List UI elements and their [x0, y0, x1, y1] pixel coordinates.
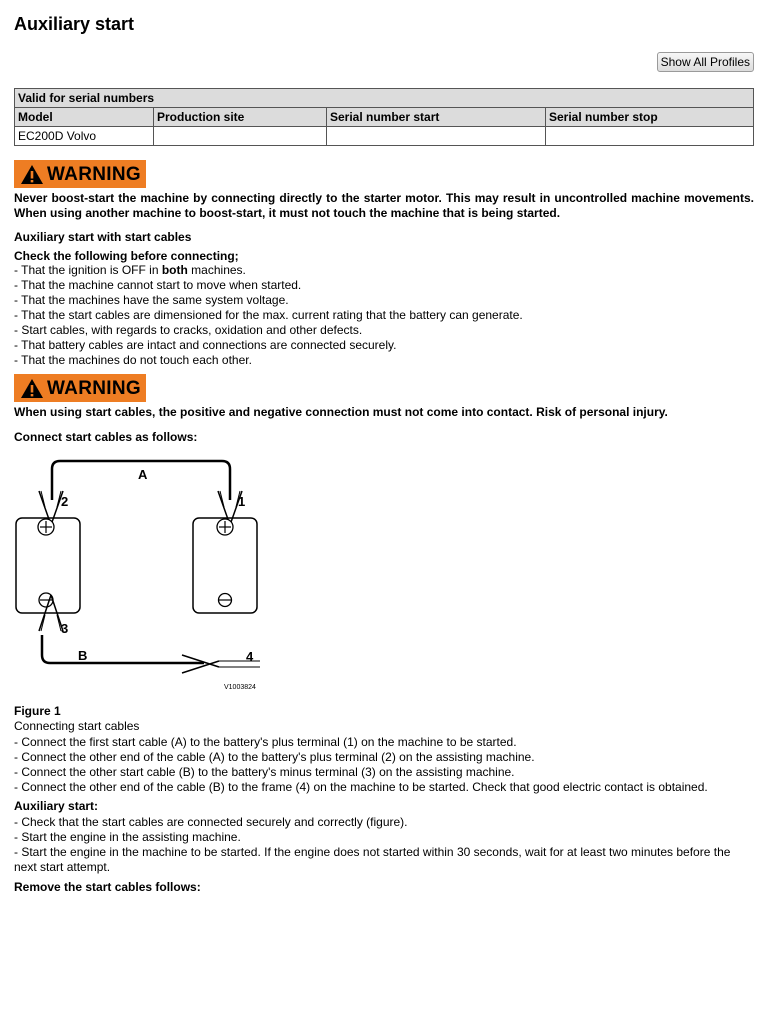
- warning-text-1: Never boost-start the machine by connecting directly to the starter motor. This may result in uncontrolled machine movements. When using another machine to boost-start, it must not touch the machine that is being started.: [14, 191, 754, 220]
- aux-start-steps: [14, 815, 754, 875]
- label-1: 1: [238, 494, 246, 509]
- warning-label: WARNING: [47, 377, 141, 399]
- list-item: - That the machine cannot start to move when started.: [14, 278, 302, 292]
- list-item: - That battery cables are intact and connections are connected securely.: [14, 338, 397, 352]
- list-item: - Connect the other start cable (B) to the battery's minus terminal (3) on the assisting machine.: [14, 765, 515, 779]
- list-item: - That the machines have the same system voltage.: [14, 293, 289, 307]
- list-item: - Connect the other end of the cable (B) to the frame (4) on the machine to be started. Check that good electric contact is obtained.: [14, 780, 708, 794]
- warning-text-2: When using start cables, the positive and negative connection must not come into contact. Risk of personal injury.: [14, 405, 668, 419]
- list-item: - That the ignition is OFF in both machines.: [14, 263, 246, 277]
- page-title: Auxiliary start: [14, 14, 135, 34]
- figure-caption-text: Connecting start cables: [14, 719, 140, 733]
- check-list: [14, 263, 754, 368]
- list-item: - Connect the other end of the cable (A) to the battery's plus terminal (2) on the assisting machine.: [14, 750, 535, 764]
- warning-triangle-icon: [20, 164, 44, 185]
- cable-b: [42, 635, 204, 663]
- table-cell: [154, 127, 327, 146]
- warning-label: WARNING: [47, 163, 141, 185]
- label-2: 2: [61, 494, 69, 509]
- list-item: - Start cables, with regards to cracks, oxidation and other defects.: [14, 323, 363, 337]
- connect-steps: [14, 735, 754, 795]
- connection-diagram: [14, 455, 274, 695]
- column-header-production-site: Production site: [154, 108, 327, 127]
- list-item: - Start the engine in the assisting machine.: [14, 830, 241, 844]
- label-4: 4: [246, 649, 254, 664]
- clamp-3: [39, 593, 63, 631]
- connect-title: Connect start cables as follows:: [14, 430, 198, 444]
- list-item: - Check that the start cables are connected securely and correctly (figure).: [14, 815, 408, 829]
- table-row: [15, 127, 754, 146]
- aux-start-title: Auxiliary start:: [14, 799, 99, 813]
- table-cell: [327, 127, 546, 146]
- check-title: Check the following before connecting;: [14, 249, 239, 263]
- remove-title: Remove the start cables follows:: [14, 880, 201, 894]
- figure-caption-title: Figure 1: [14, 704, 61, 718]
- list-item: - Start the engine in the machine to be started. If the engine does not started within 30 seconds, wait for at least two minutes before the next start attempt.: [14, 845, 731, 874]
- warning-badge-2: [14, 374, 754, 403]
- serial-table-caption: Valid for serial numbers: [15, 89, 754, 108]
- table-cell: [546, 127, 754, 146]
- clamp-2: [38, 491, 63, 535]
- warning-triangle-icon: [20, 378, 44, 399]
- list-item: - That the start cables are dimensioned for the max. current rating that the battery can generate.: [14, 308, 523, 322]
- serial-table: [14, 88, 754, 146]
- table-cell: EC200D Volvo: [15, 127, 154, 146]
- column-header-serial-start: Serial number start: [327, 108, 546, 127]
- label-3: 3: [61, 621, 69, 636]
- section-title-start-cables: Auxiliary start with start cables: [14, 230, 192, 244]
- column-header-serial-stop: Serial number stop: [546, 108, 754, 127]
- warning-badge-1: [14, 160, 754, 189]
- list-item: - That the machines do not touch each other.: [14, 353, 252, 367]
- label-a: A: [138, 467, 148, 482]
- show-all-profiles-button[interactable]: Show All Profiles: [657, 52, 754, 72]
- label-b: B: [78, 648, 88, 663]
- column-header-model: Model: [15, 108, 154, 127]
- list-item: - Connect the first start cable (A) to the battery's plus terminal (1) on the machine to be started.: [14, 735, 517, 749]
- figure-code: V1003824: [224, 684, 256, 691]
